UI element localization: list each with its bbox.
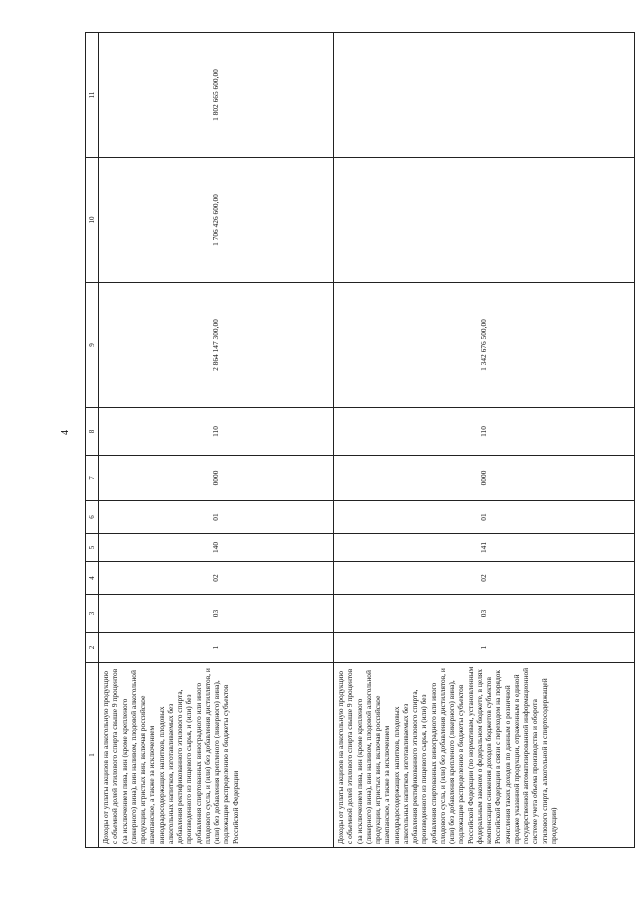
budget-table-container (85, 33, 635, 848)
cell-col2: 1 (334, 633, 635, 663)
cell-col6: 01 (334, 501, 635, 534)
cell-col8: 110 (334, 408, 635, 456)
table-row (334, 33, 635, 848)
cell-col5: 140 (99, 534, 334, 562)
table-row (99, 33, 334, 848)
cell-col10: 1 706 426 600,00 (99, 158, 334, 283)
header-cell: 5 (86, 534, 99, 562)
cell-col7: 0000 (99, 456, 334, 501)
row-description: Доходы от уплаты акцизов на алкогольную продукцию с объемной долей этилового спирта свыше 9 процентов (за исключением пива, вин (кроме крепленого (ликерного) вина), вин наливом, плодовой алкогольной продукции, игристых вин, включая российское шампанское, а также за исключением винодрадосодержащих напитков, плодовых алкогольных напитков, изготавливаемых без добавления ректификованного этилового спирта, произведенного из пищевого сырья, и (или) без добавления спиртованных виноградного или иного плодового сусла, и (или) без добавления дистиллятов, и (или) без добавления крепленого (ликерного) вина), подлежащие распределению в бюджеты субъектов Российской Федерации (99, 663, 334, 848)
cell-col2: 1 (99, 633, 334, 663)
header-cell: 4 (86, 562, 99, 595)
header-cell: 3 (86, 595, 99, 633)
cell-col10 (334, 158, 635, 283)
budget-table (85, 32, 635, 848)
header-cell: 6 (86, 501, 99, 534)
cell-col7: 0000 (334, 456, 635, 501)
header-cell: 11 (86, 33, 99, 158)
cell-col5: 141 (334, 534, 635, 562)
header-cell: 7 (86, 456, 99, 501)
header-row (86, 33, 99, 848)
cell-col11: 1 802 665 600,00 (99, 33, 334, 158)
cell-col11 (334, 33, 635, 158)
header-cell: 10 (86, 158, 99, 283)
header-cell: 9 (86, 283, 99, 408)
header-cell: 8 (86, 408, 99, 456)
header-cell: 2 (86, 633, 99, 663)
cell-col6: 01 (99, 501, 334, 534)
cell-col3: 03 (99, 595, 334, 633)
cell-col9: 2 864 147 300,00 (99, 283, 334, 408)
header-cell: 1 (86, 663, 99, 848)
cell-col8: 110 (99, 408, 334, 456)
cell-col9: 1 342 676 500,00 (334, 283, 635, 408)
row-description: Доходы от уплаты акцизов на алкогольную продукцию с объемной долей этилового спирта свыше 9 процентов (за исключением пива, вин (кроме крепленого (ликерного) вина), вин наливом, плодовой алкогольной продукции, игристых вин, включая российское шампанское, а также за исключением винодрадосодержащих напитков, плодовых алкогольных напитков, изготавливаемых без добавления ректификованного этилового спирта, произведенного из пищевого сырья, и (или) без добавления спиртованных виноградного или иного плодового сусла, и (или) без добавления дистиллятов, и (или) без добавления крепленого (ликерного) вина), подлежащие распределению в бюджеты субъектов Российской Федерации (по нормативам, установленным федеральным законом о федеральном бюджете, в целях компенсации снижения доходов бюджетов субъектов Российской Федерации в связи с переходом на порядок зачисления таких доходов по данным о розничной продаже указанной продукции, отраженным в единой государственной автоматизированной информационной системе учета объема производства и оборота этилового спирта, алкогольной и спиртосодержащей продукции) (334, 663, 635, 848)
cell-col3: 03 (334, 595, 635, 633)
page-number: 4 (60, 430, 71, 435)
cell-col4: 02 (334, 562, 635, 595)
cell-col4: 02 (99, 562, 334, 595)
